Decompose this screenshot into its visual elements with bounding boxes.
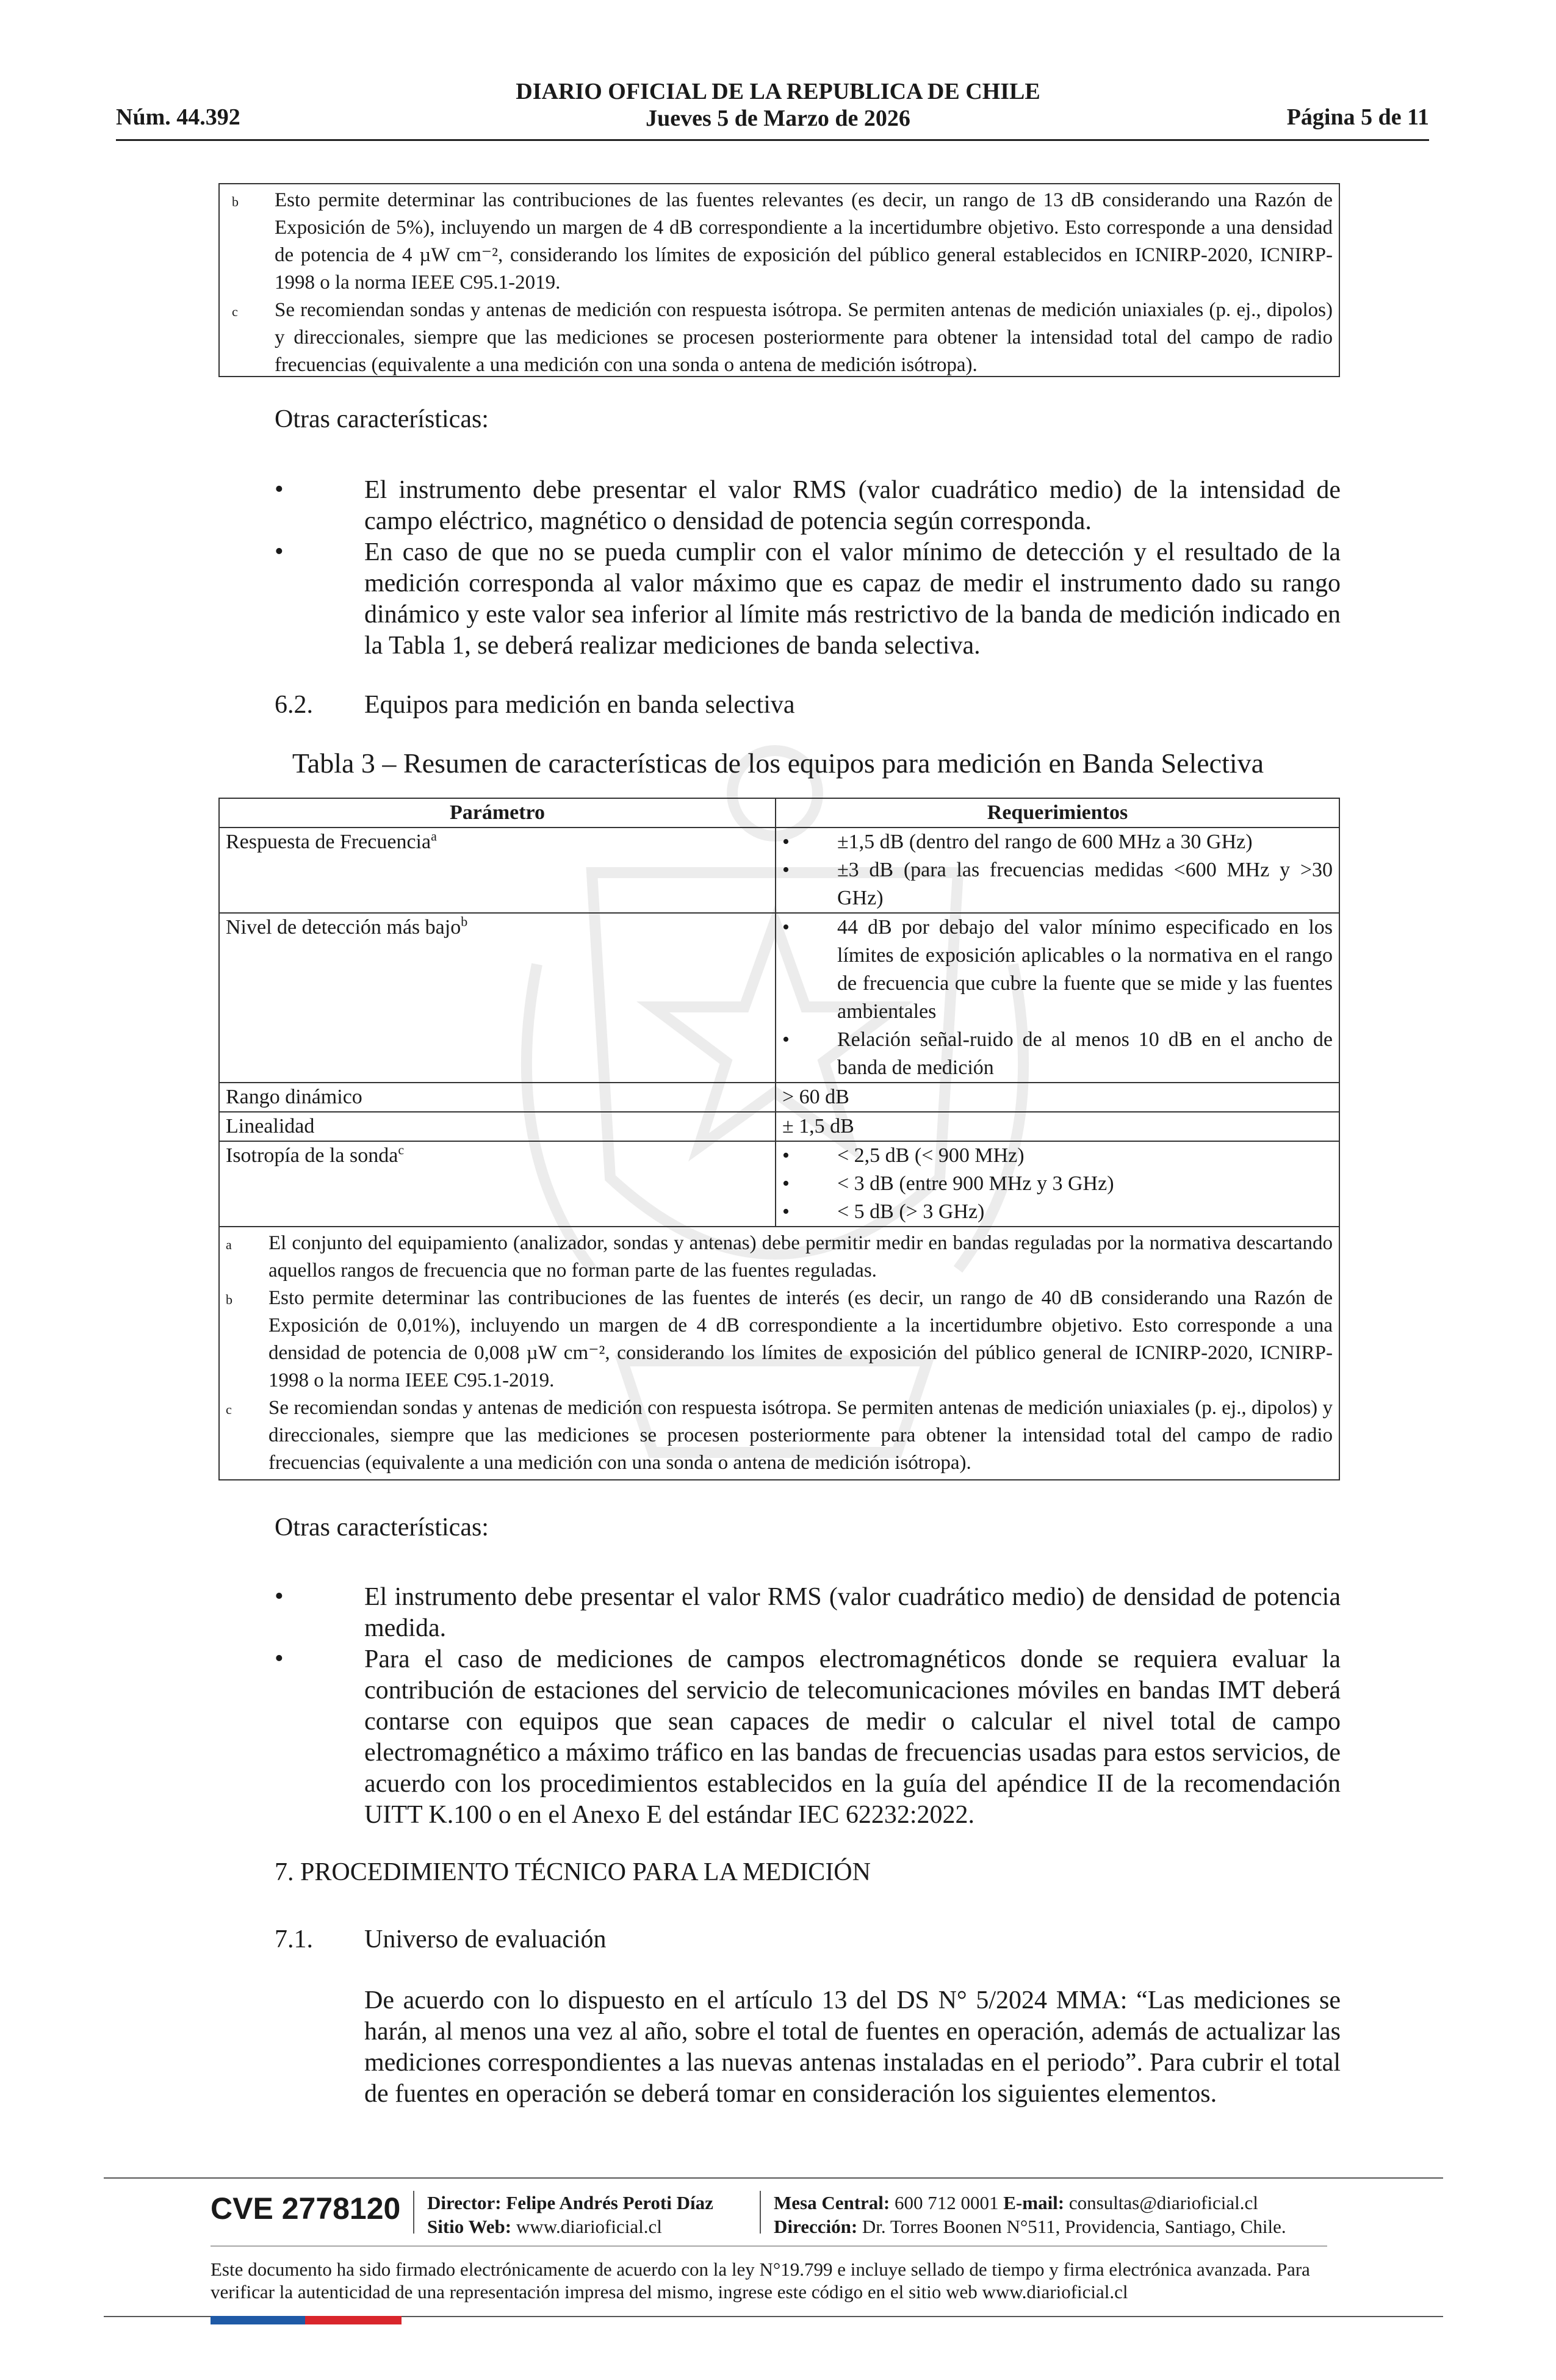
cve-code: CVE 2778120 (211, 2191, 401, 2226)
bullet-icon: • (275, 538, 284, 566)
param-label: Respuesta de Frecuencia (226, 831, 431, 853)
table-caption: Tabla 3 – Resumen de características de los equipos para medición en Banda Selectiva (292, 748, 1264, 779)
req-text: < 5 dB (> 3 GHz) (837, 1200, 985, 1223)
req-text: ±3 dB (para las frecuencias medidas <600 MHz y >30 GHz) (837, 859, 1333, 909)
table-3 (218, 798, 1340, 1480)
publication-date: Jueves 5 de Marzo de 2026 (646, 106, 910, 131)
note-b (226, 1285, 1333, 1394)
note-c (226, 297, 1333, 379)
param-cell (219, 1141, 776, 1227)
table-row (219, 1083, 1339, 1112)
phone-label: Mesa Central: (774, 2192, 890, 2213)
previous-table-notes (218, 183, 1340, 377)
bullet-icon: • (782, 1172, 790, 1195)
bullet-icon: • (782, 1028, 790, 1051)
note-b (226, 187, 1333, 297)
req-item (782, 856, 1333, 912)
page-number: Página 5 de 11 (1286, 104, 1429, 130)
bullet-icon: • (275, 475, 284, 503)
param-label: Isotropía de la sonda (226, 1144, 398, 1167)
note-c (226, 1394, 1333, 1477)
section-heading: Otras características: (275, 1513, 489, 1542)
table-row (219, 913, 1339, 1083)
req-item (782, 1142, 1333, 1170)
note-text: Se recomiendan sondas y antenas de medición con respuesta isótropa. Se permiten antenas de medición uniaxiales (p. ej., dipolos) y direccionales, siempre que las mediciones se procesen posteriormente para obtener la intensidad total del campo de radio frecuencias (equivalente a una medición con una sonda o antena de medición isótropa). (268, 1397, 1333, 1474)
bullet-icon: • (275, 1582, 284, 1610)
req-text: < 3 dB (entre 900 MHz y 3 GHz) (837, 1172, 1114, 1195)
bullet-icon: • (782, 859, 790, 881)
note-mark: b (226, 1292, 232, 1307)
section-heading: Otras características: (275, 405, 489, 433)
note-text: Se recomiendan sondas y antenas de medición con respuesta isótropa. Se permiten antenas de medición uniaxiales (p. ej., dipolos) y direccionales, siempre que las mediciones se procesen posteriormente para obtener la intensidad total del campo de radio frecuencias (equivalente a una medición con una sonda o antena de medición isótropa). (275, 299, 1333, 376)
req-item (782, 1198, 1333, 1226)
note-mark: b (232, 194, 239, 209)
footnote-ref: b (461, 914, 468, 929)
note-a (226, 1230, 1333, 1285)
flag-red-stripe (305, 2316, 402, 2324)
email-link[interactable]: consultas@diarioficial.cl (1068, 2192, 1258, 2213)
req-item (782, 914, 1333, 1026)
req-text: < 2,5 dB (< 900 MHz) (837, 1144, 1025, 1167)
param-label: Nivel de detección más bajo (226, 916, 461, 939)
bullet-text: El instrumento debe presentar el valor RMS (valor cuadrático medio) de la intensidad de campo eléctrico, magnético o densidad de potencia según corresponda. (364, 476, 1341, 535)
footer-separator (760, 2191, 761, 2234)
table-row (219, 828, 1339, 913)
req-text: 44 dB por debajo del valor mínimo especificado en los límites de exposición aplicables o la normativa en el rango de frecuencia que cubre la fuente que se mide y las fuentes ambientales (837, 916, 1333, 1023)
footnote-ref: a (431, 828, 437, 844)
subsection-title: Equipos para medición en banda selectiva (364, 691, 795, 719)
email-label: E-mail: (1003, 2192, 1065, 2213)
note-text: El conjunto del equipamiento (analizador, sondas y antenas) debe permitir medir en bandas reguladas por la normativa descartando aquellos rangos de frecuencia que no forman parte de las fuentes reguladas. (268, 1232, 1333, 1282)
paragraph: De acuerdo con lo dispuesto en el artículo 13 del DS N° 5/2024 MMA: “Las mediciones se harán, al menos una vez al año, sobre el total de fuentes en operación, además de actualizar las mediciones correspondientes a las nuevas antenas instaladas en el periodo”. Para cubrir el total de fuentes en operación se deberá tomar en consideración los siguientes elementos. (364, 1986, 1341, 2108)
footer-director (427, 2191, 713, 2238)
director-name: Felipe Andrés Peroti Díaz (506, 2192, 713, 2213)
table-row (219, 1141, 1339, 1227)
address-value: Dr. Torres Boonen N°511, Providencia, Santiago, Chile. (862, 2216, 1286, 2237)
director-label: Director: (427, 2192, 502, 2213)
column-header-requirements: Requerimientos (776, 798, 1339, 828)
flag-blue-stripe (211, 2316, 305, 2324)
table-header-row (219, 798, 1339, 828)
req-item (782, 828, 1333, 856)
bullet-icon: • (782, 916, 790, 939)
note-text: Esto permite determinar las contribuciones de las fuentes de interés (es decir, un rango de 40 dB considerando una Razón de Exposición de 0,01%), incluyendo un margen de 4 dB correspondiente a la incertidumbre objetivo. Esto corresponde a una densidad de potencia de 0,008 µW cm⁻², considerando los límites de exposición del público general de ICNIRP-2020, ICNIRP-1998 o la norma IEEE C95.1-2019. (268, 1287, 1333, 1391)
note-mark: c (226, 1402, 232, 1417)
note-mark: c (232, 304, 238, 319)
bullet-text: El instrumento debe presentar el valor RMS (valor cuadrático medio) de densidad de potencia medida. (364, 1583, 1341, 1642)
footer-rule-top (104, 2177, 1443, 2179)
bullet-text: En caso de que no se pueda cumplir con el valor mínimo de detección y el resultado de la medición corresponda al valor máximo que es capaz de medir el instrumento dado su rango dinámico y este valor sea inferior al límite más restrictivo de la banda de medición indicado en la Tabla 1, se deberá realizar mediciones de banda selectiva. (364, 538, 1341, 660)
note-mark: a (226, 1237, 232, 1252)
subsection-number: 6.2. (275, 691, 313, 719)
req-text: ±1,5 dB (dentro del rango de 600 MHz a 30 GHz) (837, 831, 1253, 853)
param-cell: Linealidad (219, 1112, 776, 1141)
subsection-number: 7.1. (275, 1925, 313, 1953)
bullet-text: Para el caso de mediciones de campos electromagnéticos donde se requiera evaluar la contribución de estaciones del servicio de telecomunicaciones móviles en bandas IMT deberá contarse con equipos que sean capaces de medir o calcular el nivel total de campo electromagnético a máximo tráfico en las bandas de frecuencias usadas para estos servicios, de acuerdo con los procedimientos establecidos en la guía del apéndice II de la recomendación UITT K.100 o en el Anexo E del estándar IEC 62232:2022. (364, 1645, 1341, 1829)
issue-number: Núm. 44.392 (116, 104, 240, 130)
bullet-icon: • (782, 1144, 790, 1167)
bullet-icon: • (782, 1200, 790, 1223)
subsection-title: Universo de evaluación (364, 1925, 607, 1953)
section-title: 7. PROCEDIMIENTO TÉCNICO PARA LA MEDICIÓN (275, 1858, 871, 1886)
web-link[interactable]: www.diarioficial.cl (516, 2216, 662, 2237)
footnote-ref: c (398, 1142, 405, 1158)
req-cell (776, 1141, 1339, 1227)
column-header-parameter: Parámetro (219, 798, 776, 828)
req-item (782, 1170, 1333, 1198)
table-row (219, 1112, 1339, 1141)
header-rule (116, 139, 1429, 141)
param-cell (219, 913, 776, 1083)
bullet-icon: • (782, 831, 790, 853)
req-cell: ± 1,5 dB (776, 1112, 1339, 1141)
publication-title: DIARIO OFICIAL DE LA REPUBLICA DE CHILE (516, 79, 1040, 104)
table-notes (219, 1227, 1339, 1480)
phone-value: 600 712 0001 (895, 2192, 999, 2213)
footer-contact (774, 2191, 1286, 2238)
req-text: Relación señal-ruido de al menos 10 dB en el ancho de banda de medición (837, 1028, 1333, 1079)
param-cell: Rango dinámico (219, 1083, 776, 1112)
bullet-icon: • (275, 1645, 284, 1673)
req-cell (776, 828, 1339, 913)
req-item (782, 1026, 1333, 1082)
footer-separator (413, 2191, 414, 2234)
req-cell (776, 913, 1339, 1083)
web-label: Sitio Web: (427, 2216, 512, 2237)
table-notes-row (219, 1227, 1339, 1480)
address-label: Dirección: (774, 2216, 858, 2237)
req-cell: > 60 dB (776, 1083, 1339, 1112)
note-text: Esto permite determinar las contribuciones de las fuentes relevantes (es decir, un rango de 13 dB considerando una Razón de Exposición de 5%), incluyendo un margen de 4 dB correspondiente a la incertidumbre objetivo. Esto corresponde a una densidad de potencia de 4 µW cm⁻², considerando los límites de exposición del público general establecidos en ICNIRP-2020, ICNIRP-1998 o la norma IEEE C95.1-2019. (275, 189, 1333, 294)
param-cell (219, 828, 776, 913)
footer-disclaimer: Este documento ha sido firmado electrónicamente de acuerdo con la ley N°19.799 e incluye sellado de tiempo y firma electrónica avanzada. Para verificar la autenticidad de una representación impresa del mismo, ingrese este código en el sitio web www.diarioficial.cl (211, 2259, 1310, 2302)
